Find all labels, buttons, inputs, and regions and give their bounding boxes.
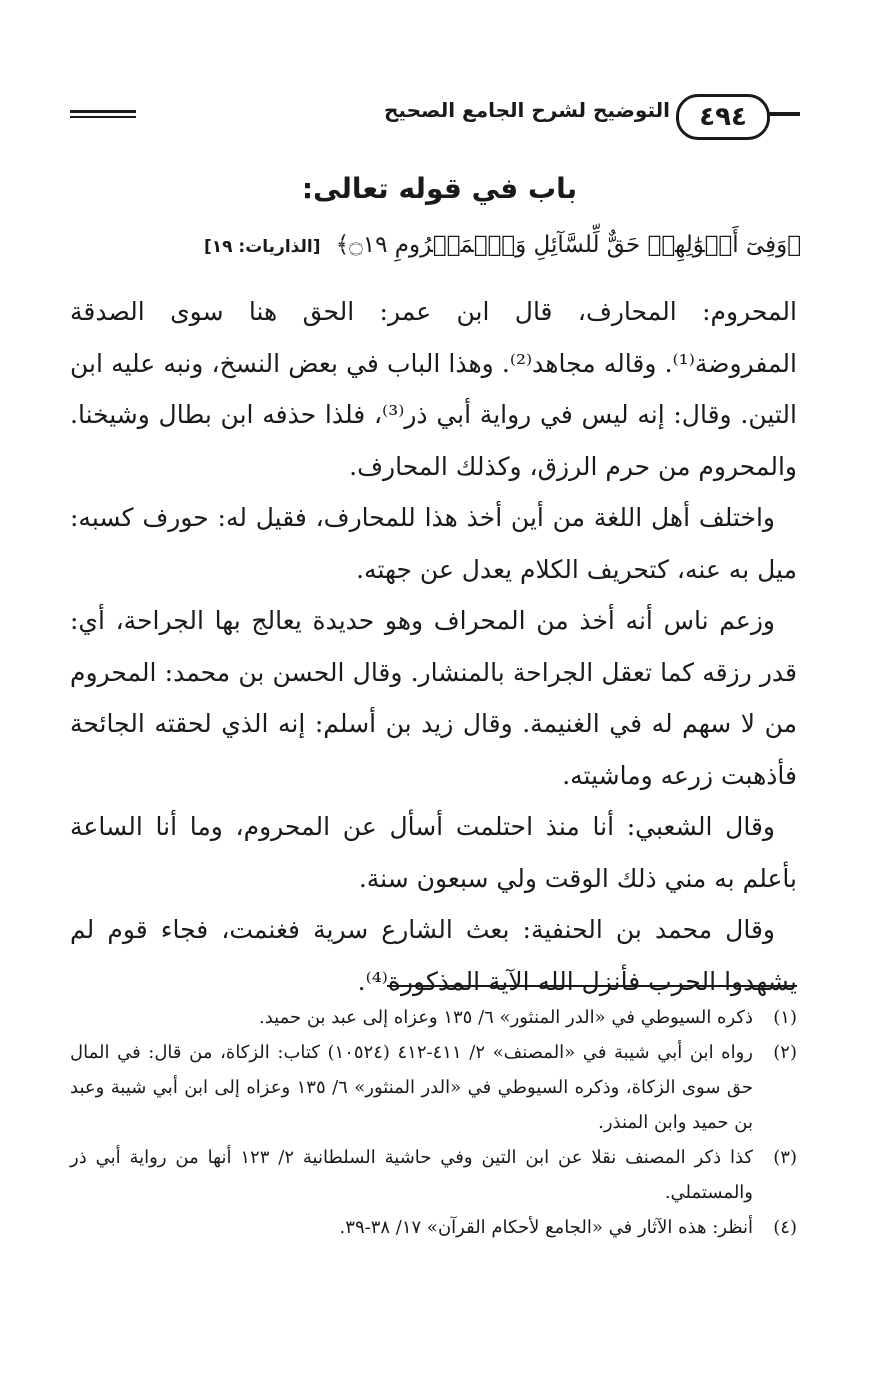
main-text	[70, 286, 797, 1007]
footnote-text: رواه ابن أبي شيبة في «المصنف» ٢/ ٤١١-٤١٢ (١٠٥٢٤) كتاب: الزكاة، من قال: في المال حق سوى الزكاة، وذكره السيوطي في «الدر المنثور» ٦/ ١٣٥ وعزاه إلى ابن أبي شيبة وعبد بن حميد وابن المنذر.	[70, 1042, 753, 1133]
footnote-number: (١)	[773, 1007, 797, 1028]
page-number: ٤٩٤	[699, 102, 747, 132]
footnote	[70, 1210, 797, 1245]
header-rule-end	[70, 110, 136, 118]
footnote-number: (٢)	[773, 1042, 797, 1063]
paragraph: وزعم ناس أنه أخذ من المحراف وهو حديدة يعالج بها الجراحة، أي: قدر رزقه كما تعقل الجراحة بالمنشار. وقال الحسن بن محمد: المحروم من لا سهم له في الغنيمة. وقال زيد بن أسلم: إنه الذي لحقته الجائحة فأذهبت زرعه وماشيته.	[70, 606, 797, 790]
verse-reference: [الذاريات: ١٩]	[203, 237, 321, 257]
badge-ornament	[766, 112, 800, 116]
footnote-text: كذا ذكر المصنف نقلا عن ابن التين وفي حاشية السلطانية ٢/ ١٢٣ أنها من رواية أبي ذر والمستملي.	[70, 1147, 753, 1203]
paragraph: المحروم: المحارف، قال ابن عمر: الحق هنا سوى الصدقة المفروضة⁽¹⁾. وقاله مجاهد⁽²⁾. وهذا الباب في بعض النسخ، ونبه عليه ابن التين. وقال: إنه ليس في رواية أبي ذر⁽³⁾، فلذا حذفه ابن بطال وشيخنا. والمحروم من حرم الرزق، وكذلك المحارف.	[70, 297, 797, 481]
footnote-text: ذكره السيوطي في «الدر المنثور» ٦/ ١٣٥ وعزاه إلى عبد بن حميد.	[258, 1007, 753, 1028]
paragraph: وقال محمد بن الحنفية: بعث الشارع سرية فغنمت، فجاء قوم لم يشهدوا الحرب فأنزل الله الآية المذكورة⁽⁴⁾.	[70, 915, 797, 996]
footnote	[70, 1035, 797, 1140]
quran-verse: ﴿وَفِىٓ أَمۡوَٰلِهِمۡ حَقٌّ لِّلسَّآئِلِ وَٱلۡمَحۡرُومِ ۝١٩﴾	[335, 232, 801, 258]
chapter-title: باب في قوله تعالى:	[301, 172, 578, 205]
footnote-text: أنظر: هذه الآثار في «الجامع لأحكام القرآن» ١٧/ ٣٨-٣٩.	[339, 1217, 753, 1238]
paragraph: واختلف أهل اللغة من أين أخذ هذا للمحارف، فقيل له: حورف كسبه: ميل به عنه، كتحريف الكلام يعدل عن جهته.	[70, 503, 797, 584]
footnote-number: (٣)	[773, 1147, 797, 1168]
footnote-separator	[387, 985, 797, 987]
page-number-badge	[676, 94, 770, 140]
quran-verse-line	[70, 232, 801, 258]
running-title: التوضيح لشرح الجامع الصحيح	[384, 98, 670, 122]
footnote	[70, 1000, 797, 1035]
footnote-number: (٤)	[773, 1217, 797, 1238]
footnote	[70, 1140, 797, 1210]
paragraph: وقال الشعبي: أنا منذ احتلمت أسأل عن المحروم، وما أنا الساعة بأعلم به مني ذلك الوقت ولي سبعون سنة.	[70, 812, 797, 893]
footnotes	[70, 1000, 797, 1245]
page-header	[70, 92, 800, 142]
